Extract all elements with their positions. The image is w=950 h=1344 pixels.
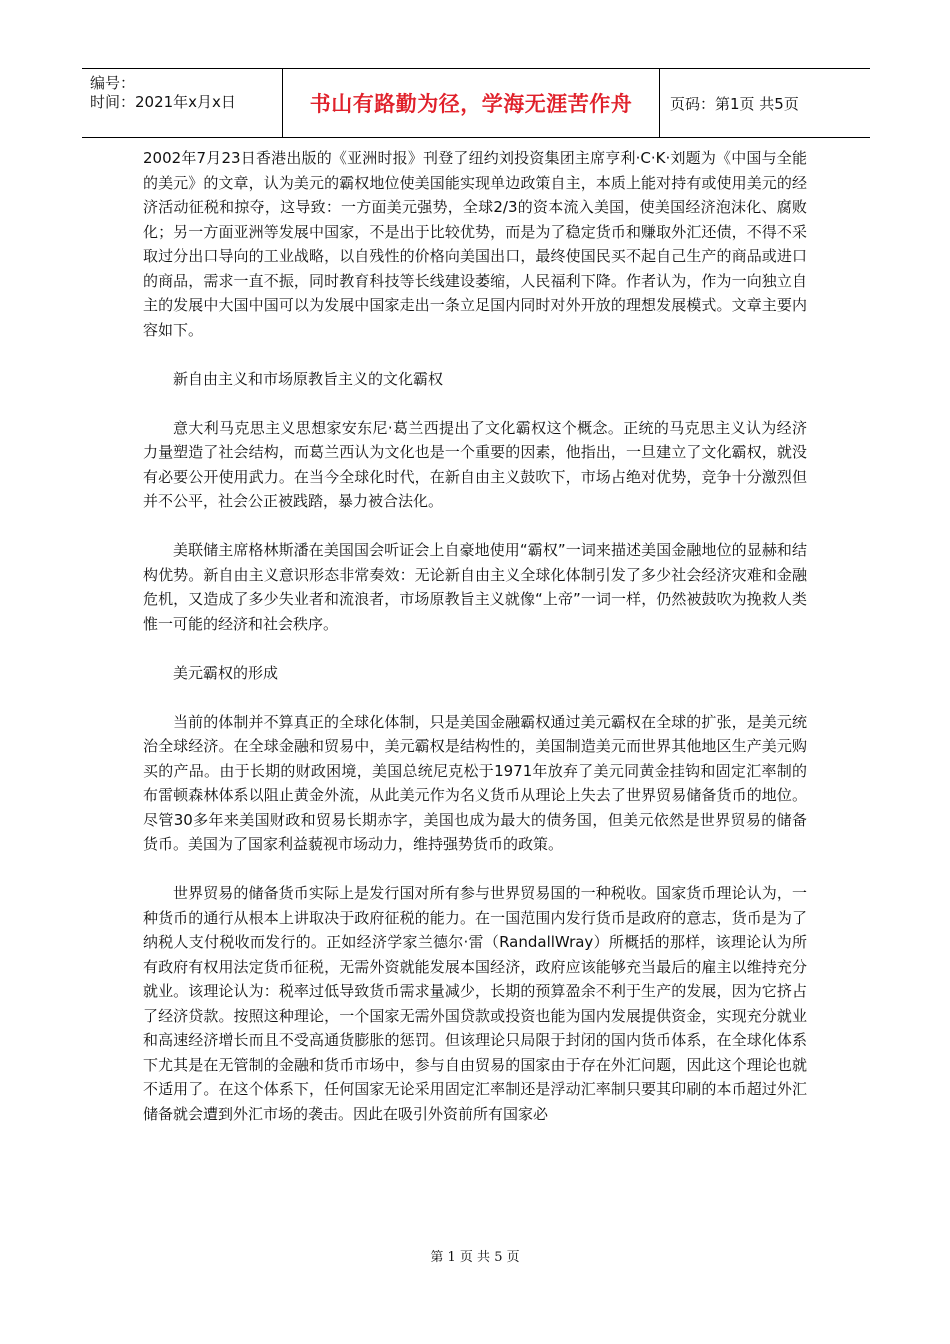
section-heading-cultural-hegemony: 新自由主义和市场原教旨主义的文化霸权 [173, 369, 444, 388]
paragraph-intro: 2002年7月23日香港出版的《亚洲时报》刊登了纽约刘投资集团主席亨利·C·K·刘题为《中国与全能的美元》的文章，认为美元的霸权地位使美国能实现单边政策自主，本质上能对持有或使用美元的经济活动征税和掠夺，这导致：一方面美元强势，全球2/3的资本流入美国，使美国经济泡沫化、腐败化；另一方面亚洲等发展中国家，不是出于比较优势，而是为了稳定货币和赚取外汇还债，不得不采取过分出口导向的工业战略，以自残性的价格向美国出口，最终使国民买不起自己生产的商品或进口的商品，需求一直不振，同时教育科技等长线建设萎缩，人民福利下降。作者认为，作为一向独立自主的发展中大国中国可以为发展中国家走出一条立足国内同时对外开放的理想发展模式。文章主要内容如下。 [143, 149, 807, 339]
code-label: 编号： [90, 74, 136, 92]
page-footer [0, 1246, 950, 1265]
paragraph-reserve-currency: 世界贸易的储备货币实际上是发行国对所有参与世界贸易国的一种税收。国家货币理论认为，一种货币的通行从根本上讲取决于政府征税的能力。在一国范围内发行货币是政府的意志，货币是为了纳税人支付税收而发行的。正如经济学家兰德尔·雷（RandallWray）所概括的那样，该理论认为所有政府有权用法定货币征税，无需外资就能发展本国经济，政府应该能够充当最后的雇主以维持充分就业。该理论认为：税率过低导致货币需求量减少，长期的预算盈余不利于生产的发展，因为它挤占了经济贷款。按照这种理论，一个国家无需外国贷款或投资也能为国内发展提供资金，实现充分就业和高速经济增长而且不受高通货膨胀的惩罚。但该理论只局限于封闭的国内货币体系，在全球化体系下尤其是在无管制的金融和货币市场中，参与自由贸易的国家由于存在外汇问题，因此这个理论也就不适用了。在这个体系下，任何国家无论采用固定汇率制还是浮动汇率制只要其印刷的本币超过外汇储备就会遭到外汇市场的袭击。因此在吸引外资前所有国家必 [143, 884, 807, 1123]
footer-page-number: 第 1 页 共 5 页 [430, 1250, 520, 1265]
header-page-label: 页码：第1页 共5页 [670, 94, 799, 113]
header-meta-cell [82, 69, 283, 137]
paragraph-greenspan: 美联储主席格林斯潘在美国国会听证会上自豪地使用“霸权”一词来描述美国金融地位的显赫和结构优势。新自由主义意识形态非常奏效：无论新自由主义全球化体制引发了多少社会经济灾难和金融危机，又造成了多少失业者和流浪者，市场原教旨主义就像“上帝”一词一样，仍然被鼓吹为挽救人类惟一可能的经济和社会秩序。 [143, 541, 807, 633]
paragraph-current-system: 当前的体制并不算真正的全球化体制，只是美国金融霸权通过美元霸权在全球的扩张，是美元统治全球经济。在全球金融和贸易中，美元霸权是结构性的，美国制造美元而世界其他地区生产美元购买的产品。由于长期的财政困境，美国总统尼克松于1971年放弃了美元同黄金挂钩和固定汇率制的布雷顿森林体系以阻止黄金外流，从此美元作为名义货币从理论上失去了世界贸易储备货币的地位。尽管30多年来美国财政和贸易长期赤字，美国也成为最大的债务国，但美元依然是世界贸易的储备货币。美国为了国家利益藐视市场动力，维持强势货币的政策。 [143, 712, 807, 853]
header-page-cell [660, 69, 870, 137]
section-heading-dollar-hegemony: 美元霸权的形成 [173, 663, 279, 682]
time-label: 时间：2021年x月x日 [90, 93, 236, 111]
header-motto-cell [283, 69, 660, 137]
document-body [143, 146, 807, 1151]
motto-text: 书山有路勤为径，学海无涯苦作舟 [309, 92, 633, 116]
paragraph-gramsci: 意大利马克思主义思想家安东尼·葛兰西提出了文化霸权这个概念。正统的马克思主义认为经济力量塑造了社会结构，而葛兰西认为文化也是一个重要的因素，他指出，一旦建立了文化霸权，就没有必要公开使用武力。在当今全球化时代，在新自由主义鼓吹下，市场占绝对优势，竞争十分激烈但并不公平，社会公正被践踏，暴力被合法化。 [143, 418, 807, 510]
page-header [82, 68, 870, 138]
